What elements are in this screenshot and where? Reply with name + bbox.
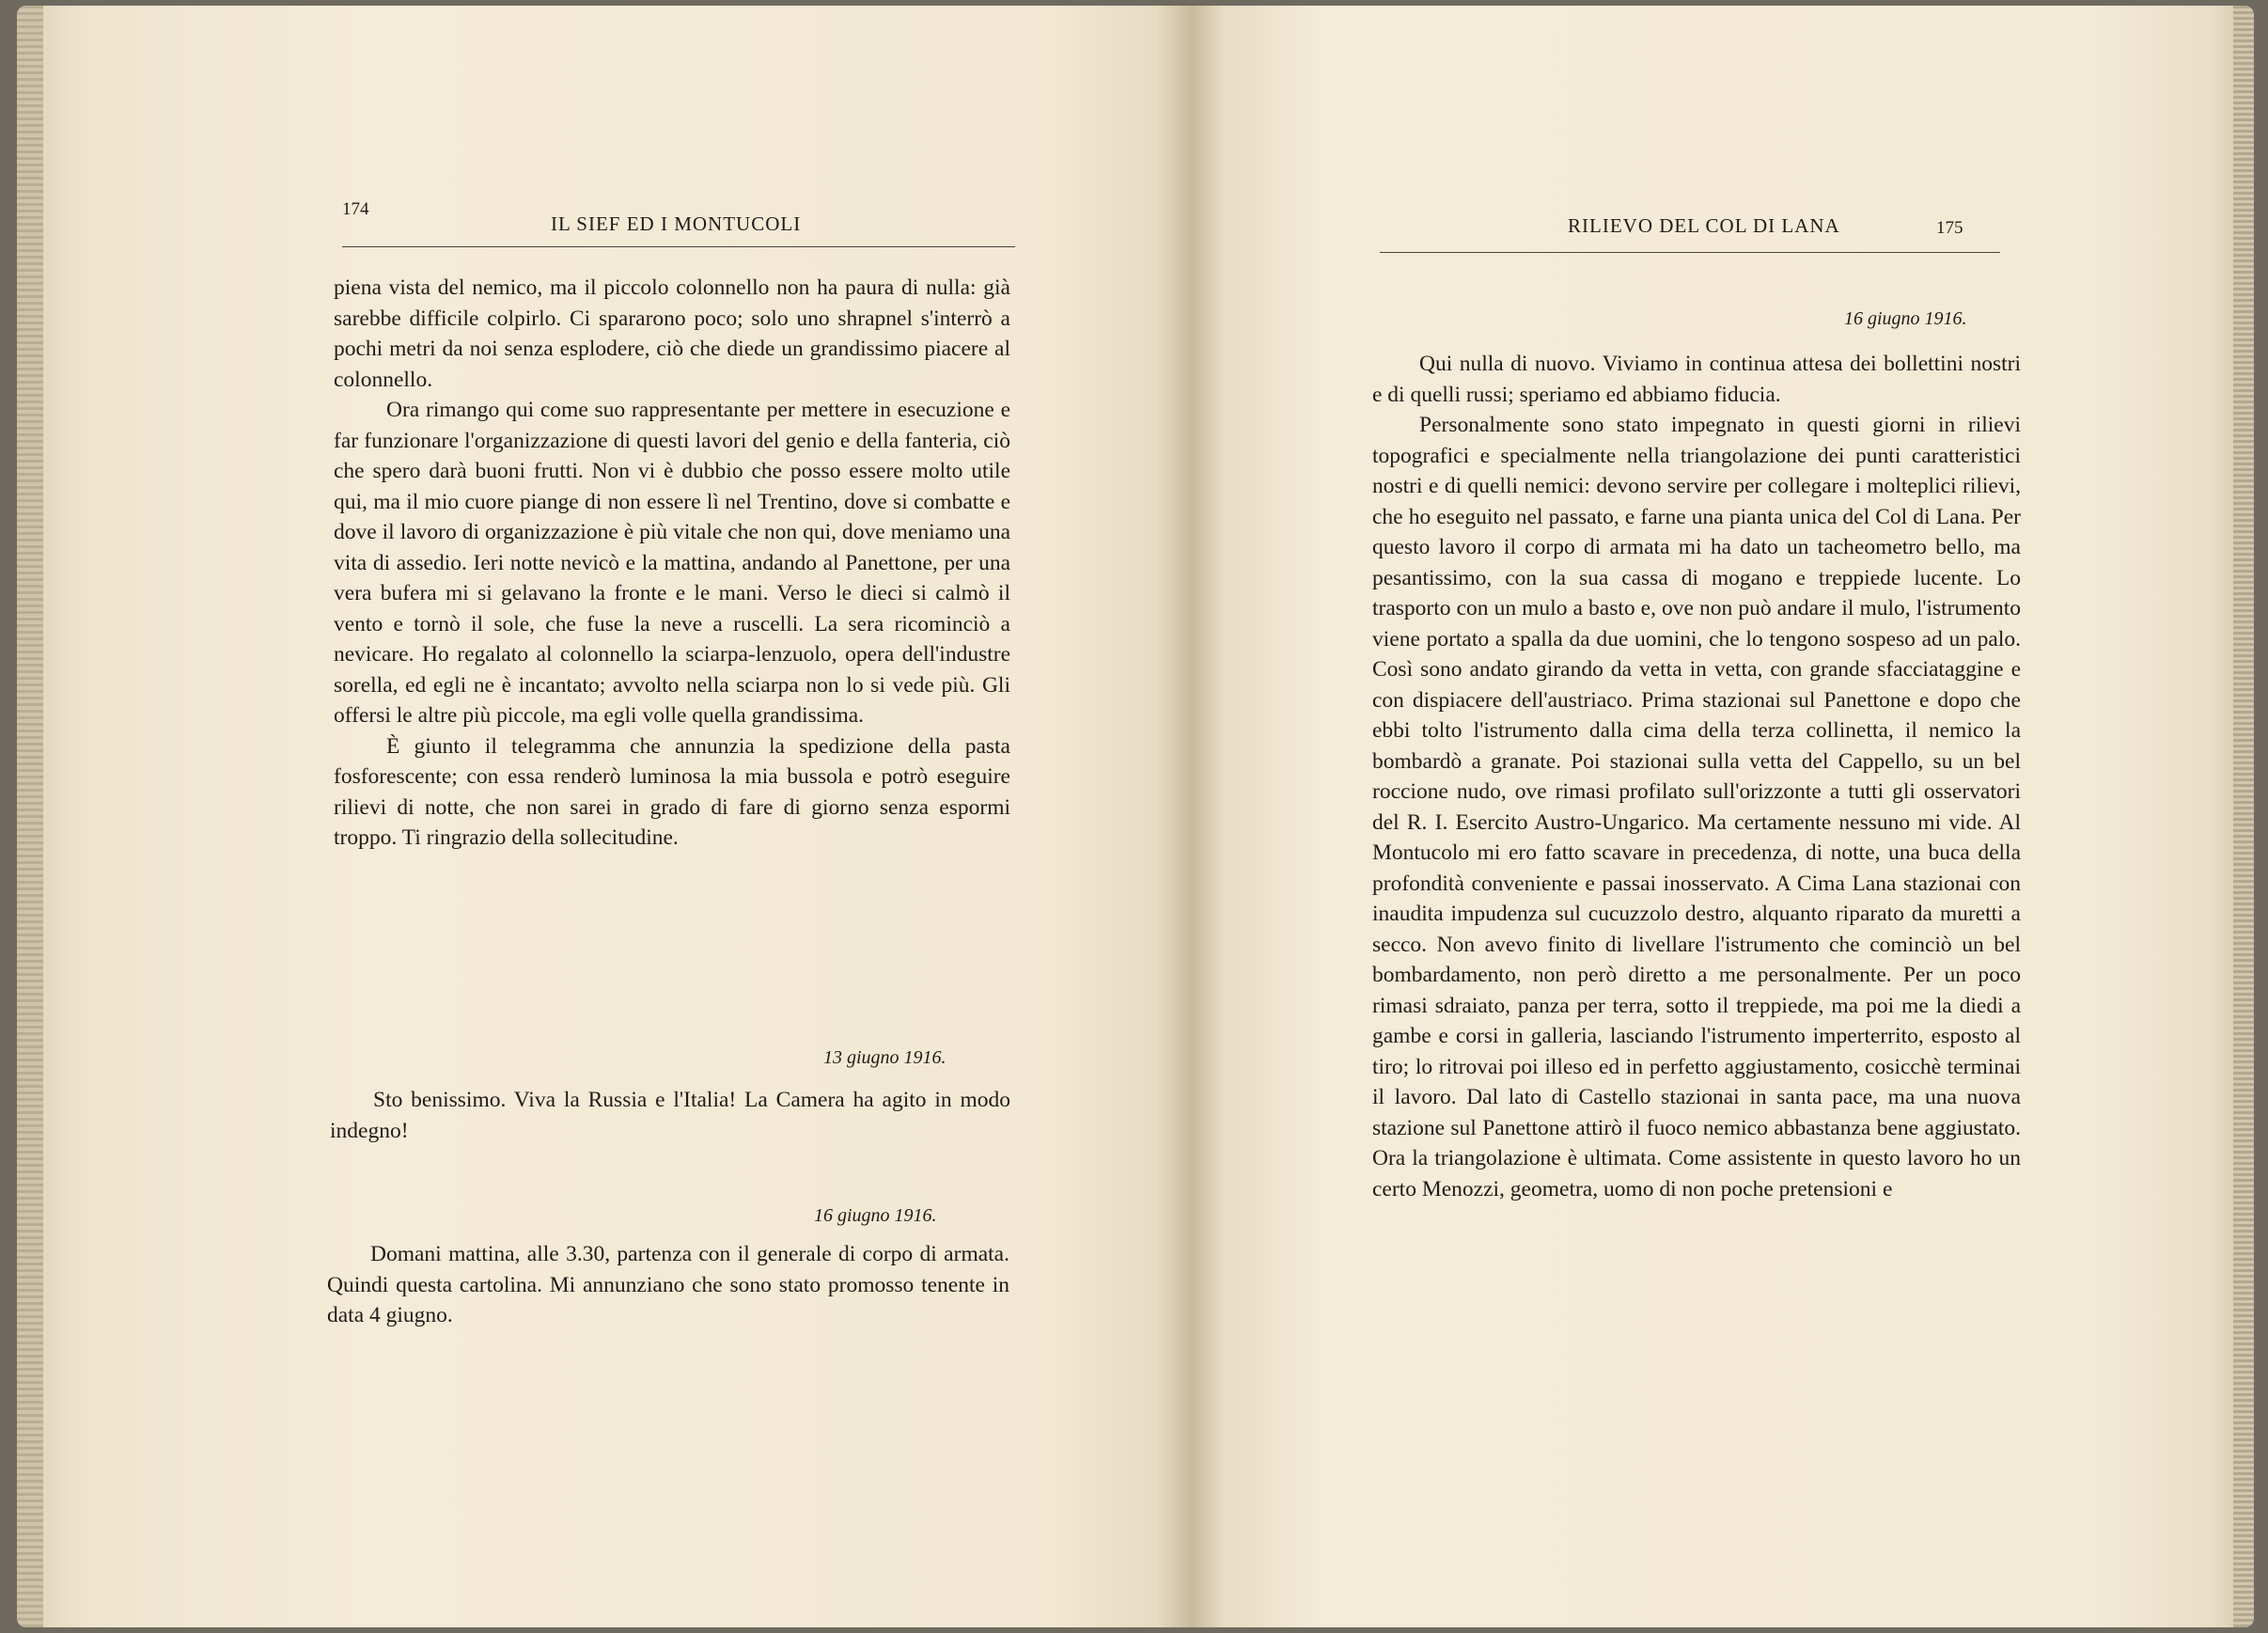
left-entry-1 [330,1085,1010,1146]
right-header-rule [1380,252,2000,253]
left-entry-2-date: 16 giugno 1916. [814,1205,937,1226]
page-edges-right [2233,6,2254,1627]
right-paragraph-2: Personalmente sono stato impegnato in questi giorni in rilievi topografici e specialmente nella triangolazione dei punti caratteristici nostri e di quelli nemici: devono servire per collegare i molteplici rilievi, che ho eseguito nel passato, e farne una pianta unica del Col di Lana. Per questo lavoro il corpo di armata mi ha dato un tacheometro bello, ma pesantissimo, con la sua cassa di mogano e treppiede lucente. Lo trasporto con un mulo a basto e, ove non può andare il mulo, l'istrumento viene portato a spalla da due uomini, che lo tengono sospeso ad un palo. Così sono andato girando da vetta in vetta, con grande sfacciataggine e con dispiacere dell'austriaco. Prima stazionai sul Panettone e dopo che ebbi tolto l'istrumento dalla cima della terza collinetta, il nemico la bombardò a granate. Poi stazionai sulla vetta del Cappello, su un bel roccione nudo, ove rimasi profilato sull'orizzonte a tutti gli osservatori del R. I. Esercito Austro-Ungarico. Ma certamente nessuno mi vide. Al Montucolo mi ero fatto scavare in precedenza, di notte, una buca della profondità conveniente e passai inosservato. A Cima Lana stazionai con inaudita impudenza sul cucuzzolo destro, alquanto riparato da muretti a secco. Non avevo finito di livellare l'istrumento che cominciò un bel bombardamento, non però diretto a me personalmente. Per un poco rimasi sdraiato, panza per terra, sotto il treppiede, ma poi me la diedi a gambe e corsi in galleria, lasciando l'istrumento imperterrito, esposto al tiro; lo ritrovai poi illeso ed in perfetto aggiustamento, cosicchè terminai il lavoro. Dal lato di Castello stazionai in santa pace, ma una nuova stazione sul Panettone attirò il fuoco nemico abbastanza bene aggiustato. Ora la triangolazione è ultimata. Come assistente in questo lavoro ho un certo Menozzi, geometra, uomo di non poche pretensioni e [1372,413,2021,1201]
left-entry-1-text: Sto benissimo. Viva la Russia e l'Italia! La Camera ha agito in modo indegno! [330,1088,1010,1143]
right-folio: 175 [1936,218,1963,238]
left-paragraph-3: È giunto il telegramma che annunzia la spedizione della pasta fosforescente; con essa renderò luminosa la mia bussola e potrò eseguire rilievi di notte, che non sarei in grado di fare di giorno senza espormi troppo. Ti ringrazio della sollecitudine. [334,733,1010,850]
left-entry-2 [327,1239,1009,1331]
left-entry-1-date: 13 giugno 1916. [823,1047,946,1068]
left-folio: 174 [342,199,369,219]
right-paragraph-1: Qui nulla di nuovo. Viviamo in continua attesa dei bollettini nostri e di quelli russi; speriamo ed abbiamo fiducia. [1372,352,2021,407]
left-paragraph-1: piena vista del nemico, ma il piccolo colonnello non ha paura di nulla: già sarebbe difficile colpirlo. Ci spararono poco; solo uno shrapnel s'interrò a pochi metri da noi senza esplodere, ciò che diede un grandissimo piacere al colonnello. [334,275,1010,392]
left-paragraph-2: Ora rimango qui come suo rappresentante per mettere in esecuzione e far funzionare l'organizzazione di questi lavori del genio e della fanteria, ciò che spero darà buoni frutti. Non vi è dubbio che posso essere molto utile qui, ma il mio cuore piange di non essere lì nel Trentino, dove si combatte e dove il lavoro di organizzazione è più vitale che non qui, dove meniamo una vita di assedio. Ieri notte nevicò e la mattina, andando al Panettone, per una vera bufera mi si gelavano la fronte e le mani. Verso le dieci si calmò il vento e tornò il sole, che fuse la neve a ruscelli. La sera ricominciò a nevicare. Ho regalato al colonnello la sciarpa-lenzuolo, opera dell'industre sorella, ed egli ne è incantato; avvolto nella sciarpa non lo si vede più. Gli offersi le altre più piccole, ma egli volle quella grandissima. [334,398,1010,728]
book-spread [17,6,2254,1627]
left-body [334,273,1010,854]
right-running-header: RILIEVO DEL COL DI LANA [1568,214,1840,237]
left-header-rule [342,246,1015,247]
left-page [17,6,1192,1627]
page-edges-left [17,6,43,1627]
right-body [1372,349,2021,1204]
left-running-header: IL SIEF ED I MONTUCOLI [551,212,802,235]
left-entry-2-text: Domani mattina, alle 3.30, partenza con il generale di corpo di armata. Quindi questa cartolina. Mi annunziano che sono stato promosso tenente in data 4 giugno. [327,1242,1009,1327]
right-page [1192,6,2254,1627]
right-entry-date: 16 giugno 1916. [1844,308,1967,329]
